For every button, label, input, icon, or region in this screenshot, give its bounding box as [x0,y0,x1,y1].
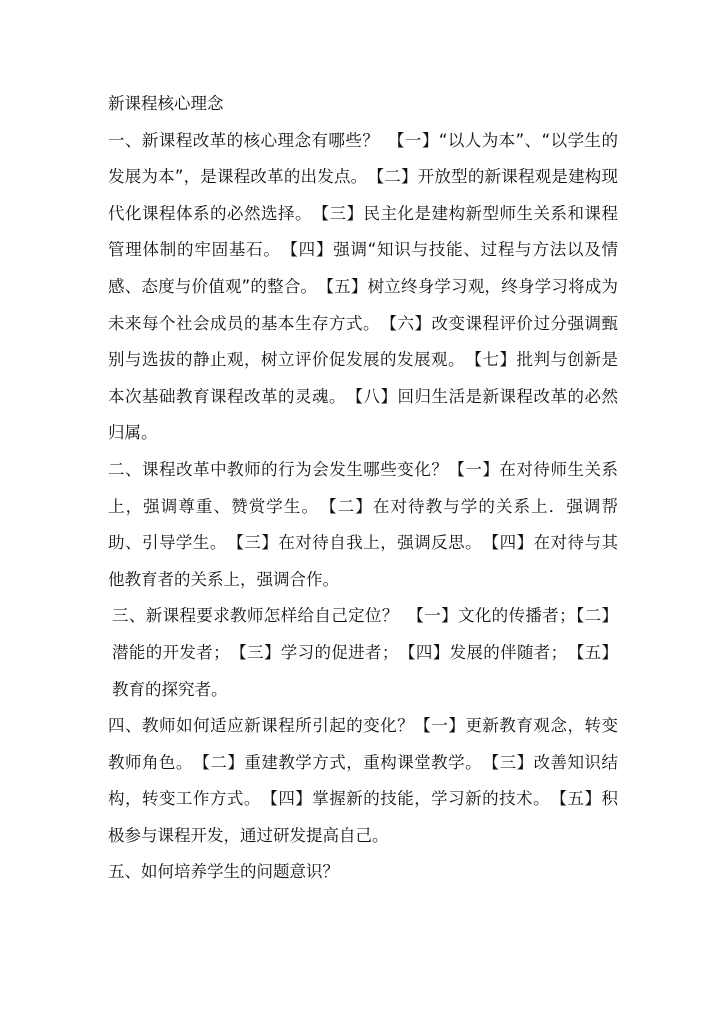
paragraph-problem-awareness: 五、如何培养学生的问题意识？ [108,862,339,882]
paragraph-adapting-changes: 四、教师如何适应新课程所引起的变化？【一】更新教育观念，转变教师角色。 【二】重建教学方式，重构课堂教学。 【三】改善知识结构，转变工作方式。 【四】掌握新的技能，学习新的技术。 【五】积极参与课程开发，通过研发提高自己。 [108,716,618,845]
paragraph-core-concepts: 一、新课程改革的核心理念有哪些？ 【一】“以人为本”、“以学生的发展为本”，是课程改革的出发点。 【二】开放型的新课程观是建构现代化课程体系的必然选择。 【三】民主化是建构新型师生关系和课程管理体制的牢固基石。 【四】强调“知识与技能、过程与方法以及情感、态度与价值观”的整合。 【五】树立终身学习观，终身学习将成为未来每个社会成员的基本生存方式。 【六】改变课程评价过分强调甄别与选拔的静止观，树立评价促发展的发展观。 【七】批判与创新是本次基础教育课程改革的灵魂。 【八】回归生活是新课程改革的必然归属。 [108,130,618,443]
paragraph-teacher-behavior: 二、课程改革中教师的行为会发生哪些变化？【一】在对待师生关系上，强调尊重、赞赏学生。 【二】在对待教与学的关系上．强调帮助、引导学生。 【三】在对待自我上，强调反思。 【四】在对待与其他教育者的关系上，强调合作。 [108,459,618,589]
paragraph-teacher-role: 三、新课程要求教师怎样给自己定位？ 【一】文化的传播者；【二】潜能的开发者； 【三】学习的促进者； 【四】发展的伴随者； 【五】教育的探究者。 [112,606,618,699]
document-page [108,86,618,891]
document-title: 新课程核心理念 [108,94,224,113]
